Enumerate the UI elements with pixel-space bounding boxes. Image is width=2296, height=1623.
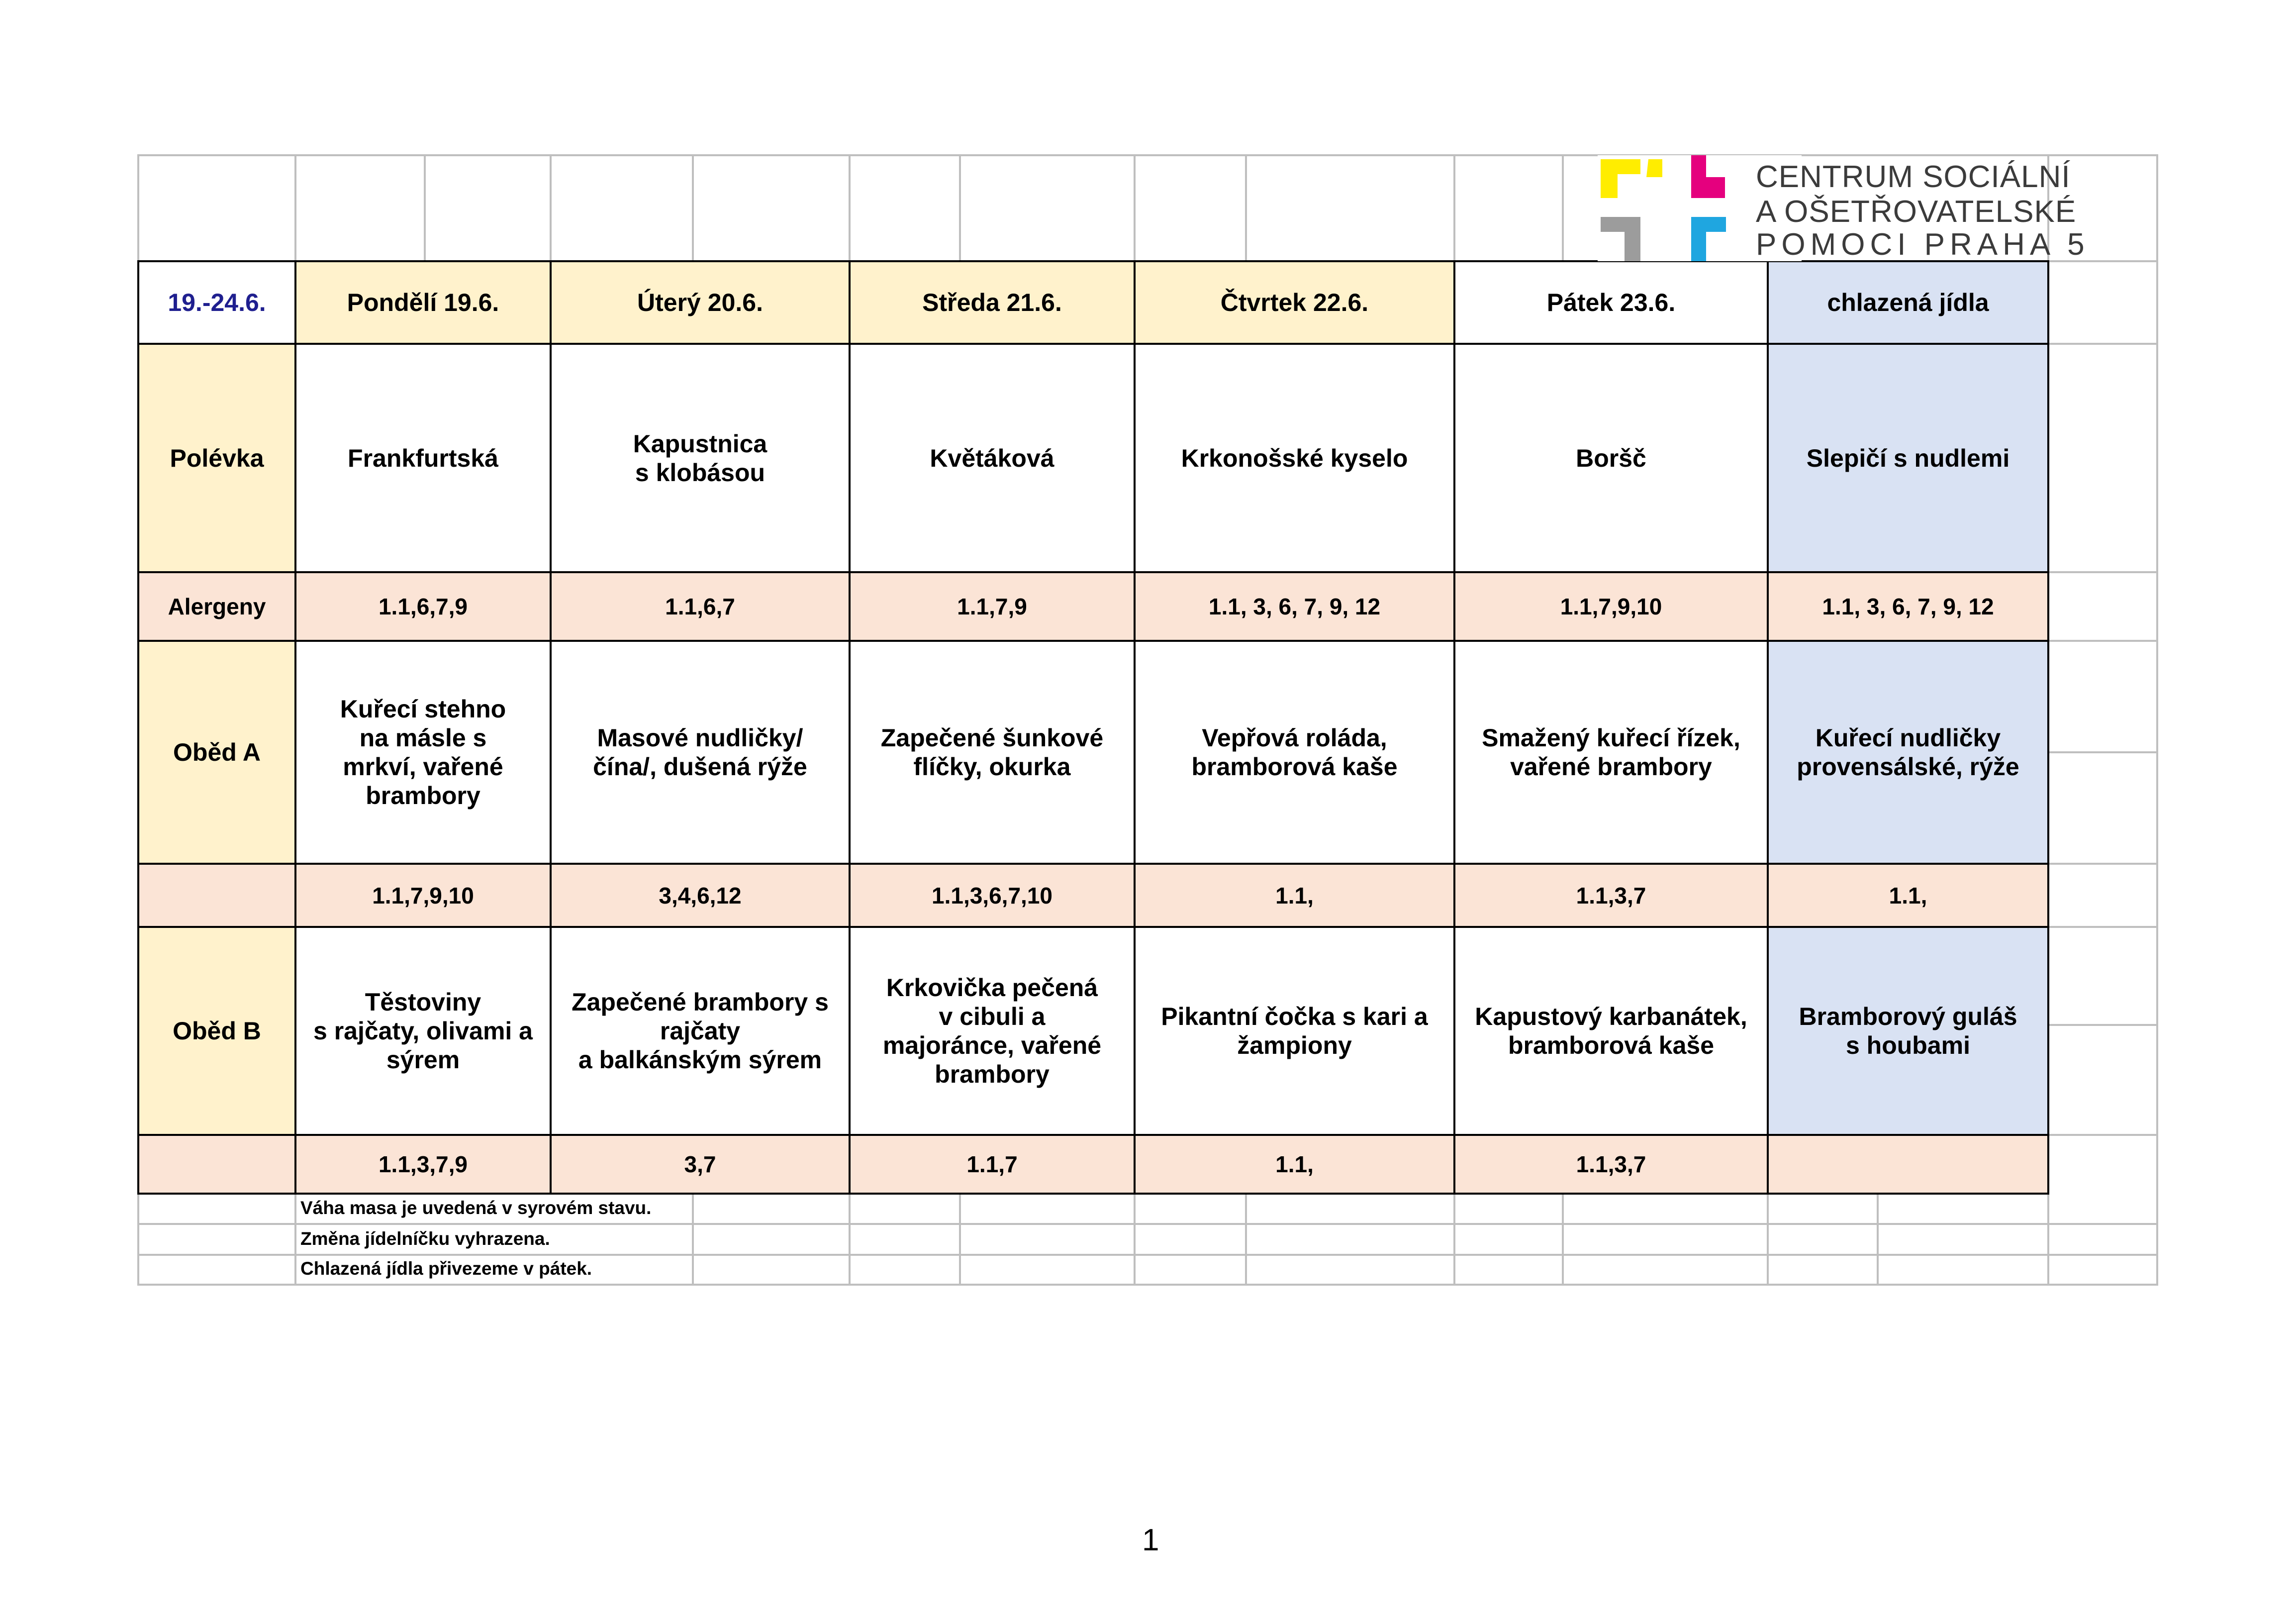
day-header-chilled: chlazená jídla xyxy=(1827,289,1989,316)
day-header-wed: Středa 21.6. xyxy=(922,289,1062,316)
lunch-a-allergens-wed: 1.1,3,6,7,10 xyxy=(932,882,1052,909)
lunch-b-allergens-label xyxy=(138,1135,295,1194)
soup-mon: Frankfurtská xyxy=(348,444,498,472)
page-number: 1 xyxy=(1142,1523,1159,1557)
lunch-a-allergens-mon: 1.1,7,9,10 xyxy=(372,882,474,909)
soup-allergens-mon: 1.1,6,7,9 xyxy=(378,594,468,619)
lunch-a-fri: Smažený kuřecí řízek, vařené brambory xyxy=(1482,724,1740,781)
row-label-lunch-a: Oběd A xyxy=(173,738,261,766)
logo-text-line-1: CENTRUM SOCIÁLNÍ xyxy=(1756,160,2071,194)
soup-allergens-fri: 1.1,7,9,10 xyxy=(1560,594,1662,619)
soup-allergens-chilled: 1.1, 3, 6, 7, 9, 12 xyxy=(1822,594,1994,619)
day-header-tue: Úterý 20.6. xyxy=(637,289,763,316)
lunch-b-allergens-mon: 1.1,3,7,9 xyxy=(378,1151,468,1177)
soup-allergens-wed: 1.1,7,9 xyxy=(957,594,1027,619)
note-menu-change: Změna jídelníčku vyhrazena. xyxy=(300,1228,550,1249)
logo-text-line-3: POMOCI PRAHA 5 xyxy=(1756,227,2090,262)
soup-wed: Květáková xyxy=(930,444,1054,472)
lunch-a-wed: Zapečené šunkové flíčky, okurka xyxy=(880,724,1104,781)
day-header-thu: Čtvrtek 22.6. xyxy=(1220,289,1369,316)
row-label-soup: Polévka xyxy=(170,444,264,472)
soup-thu: Krkonošské kyselo xyxy=(1181,444,1408,472)
lunch-b-fri: Kapustový karbanátek, bramborová kaše xyxy=(1475,1003,1747,1059)
lunch-b-allergens-wed: 1.1,7 xyxy=(966,1151,1018,1177)
soup-allergens-thu: 1.1, 3, 6, 7, 9, 12 xyxy=(1208,594,1381,619)
day-header-fri: Pátek 23.6. xyxy=(1546,289,1676,316)
lunch-a-allergens-label xyxy=(138,864,295,927)
lunch-b-thu: Pikantní čočka s kari a žampiony xyxy=(1161,1003,1428,1059)
lunch-a-allergens-fri: 1.1,3,7 xyxy=(1576,882,1646,909)
lunch-a-allergens-chilled: 1.1, xyxy=(1889,882,1927,909)
soup-fri: Boršč xyxy=(1576,444,1646,472)
lunch-b-mon: Těstoviny s rajčaty, olivami a sýrem xyxy=(313,988,533,1074)
lunch-b-chilled: Bramborový guláš s houbami xyxy=(1799,1003,2017,1059)
logo-text-line-2: A OŠETŘOVATELSKÉ xyxy=(1756,195,2077,229)
lunch-b-allergens-thu: 1.1, xyxy=(1275,1151,1314,1177)
lunch-a-allergens-thu: 1.1, xyxy=(1275,882,1314,909)
lunch-b-wed: Krkovička pečená v cibuli a majoránce, vařené brambory xyxy=(882,974,1102,1088)
soup-chilled: Slepičí s nudlemi xyxy=(1806,444,2010,472)
row-label-lunch-b: Oběd B xyxy=(173,1017,261,1045)
row-label-allergens: Alergeny xyxy=(168,594,266,619)
lunch-a-thu: Vepřová roláda, bramborová kaše xyxy=(1191,724,1398,781)
lunch-b-allergens-fri: 1.1,3,7 xyxy=(1576,1151,1646,1177)
note-meat-weight: Váha masa je uvedená v syrovém stavu. xyxy=(300,1198,652,1218)
lunch-b-tue: Zapečené brambory s rajčaty a balkánským sýrem xyxy=(572,988,829,1074)
week-label: 19.-24.6. xyxy=(168,289,266,316)
lunch-a-tue: Masové nudličky/ čína/, dušená rýže xyxy=(593,724,807,781)
note-chilled-delivery: Chlazená jídla přivezeme v pátek. xyxy=(300,1258,592,1279)
soup-tue: Kapustnica s klobásou xyxy=(633,429,767,487)
soup-allergens-tue: 1.1,6,7 xyxy=(665,594,735,619)
lunch-b-allergens-chilled xyxy=(1768,1135,2048,1194)
lunch-a-allergens-tue: 3,4,6,12 xyxy=(659,882,742,909)
lunch-b-allergens-tue: 3,7 xyxy=(684,1151,716,1177)
day-header-mon: Pondělí 19.6. xyxy=(347,289,499,316)
lunch-a-mon: Kuřecí stehno na másle s mrkví, vařené brambory xyxy=(340,695,506,810)
lunch-a-chilled: Kuřecí nudličky provensálské, rýže xyxy=(1797,724,2019,781)
